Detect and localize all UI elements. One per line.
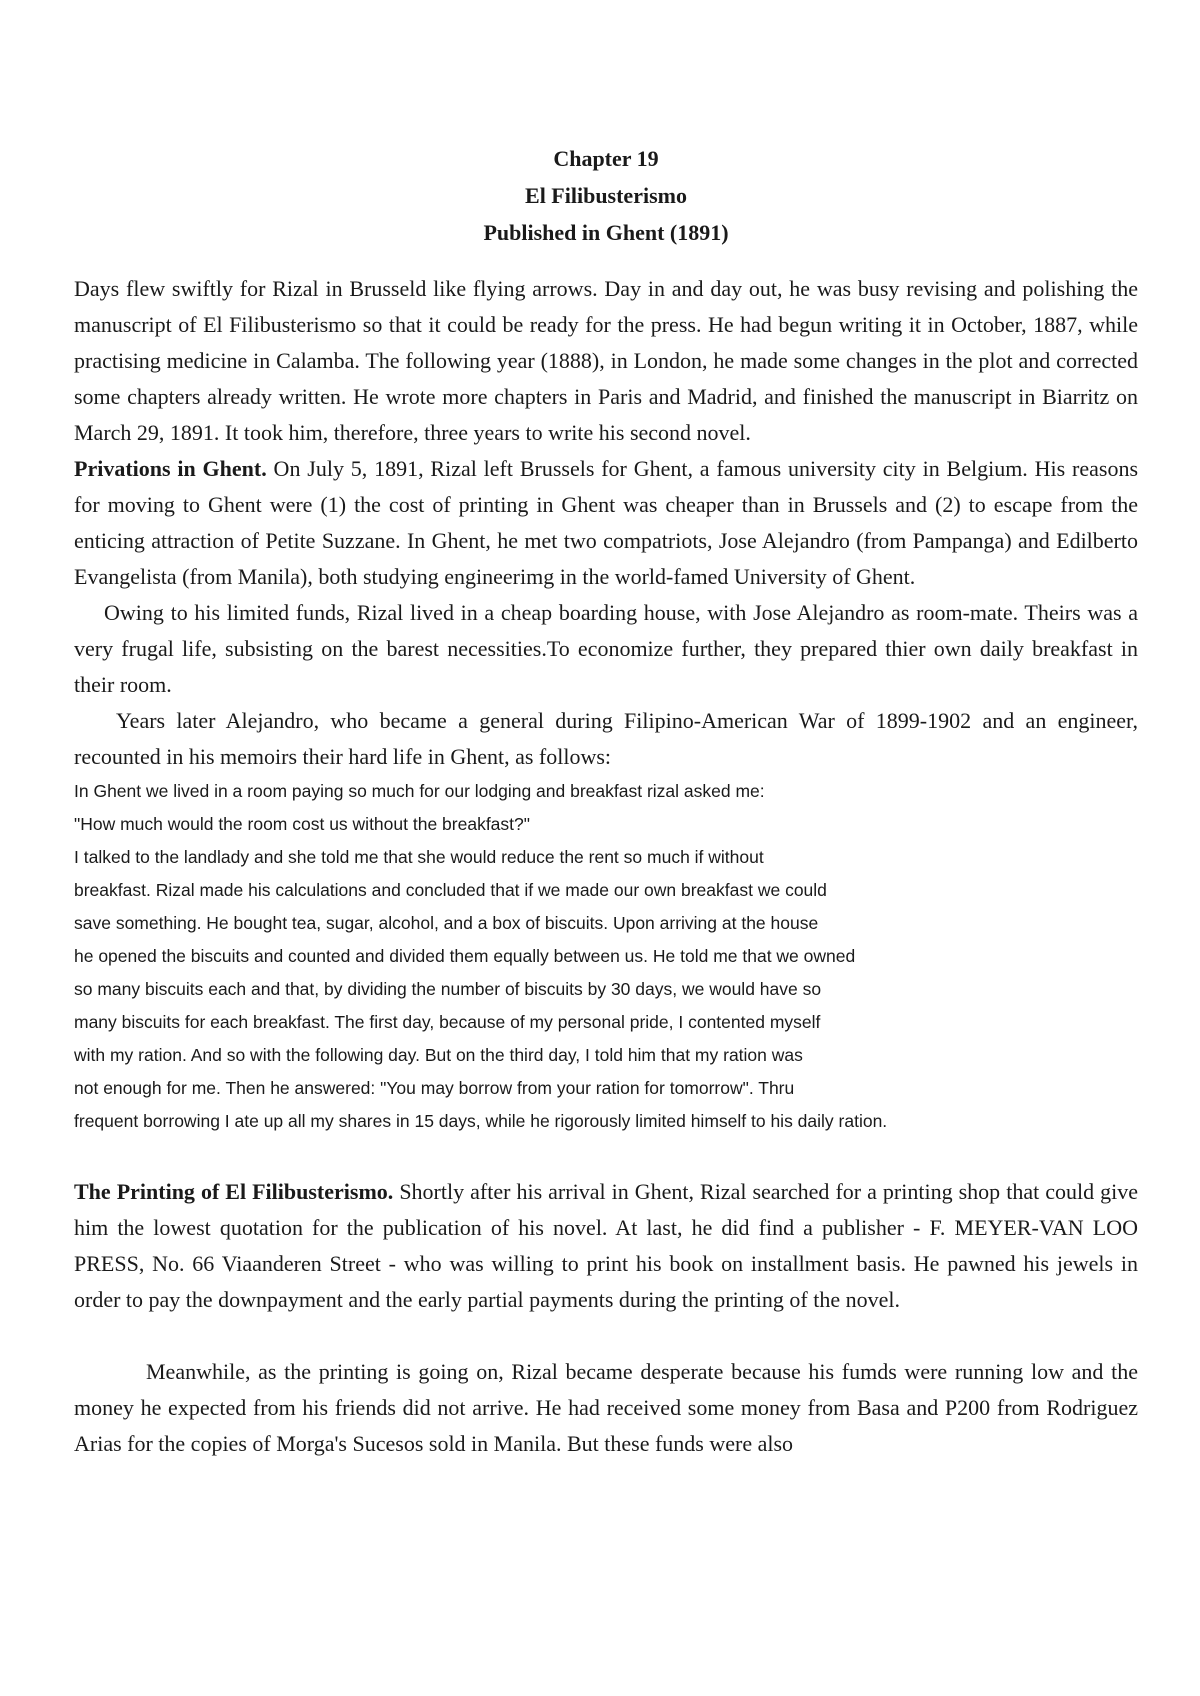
quote-line: breakfast. Rizal made his calculations and concluded that if we made our own breakfast we could [74,880,827,900]
quote-line: with my ration. And so with the following day. But on the third day, I told him that my ration was [74,1045,803,1065]
paragraph-memoirs: Years later Alejandro, who became a general during Filipino-American War of 1899-1902 and an engineer, recounted in his memoirs their hard life in Ghent, as follows: [74,708,1138,769]
quote-line: frequent borrowing I ate up all my shares in 15 days, while he rigorously limited himself to his daily ration. [74,1111,888,1131]
paragraph-printing [74,1174,1138,1318]
chapter-number: Chapter 19 [553,146,659,171]
paragraph-intro: Days flew swiftly for Rizal in Brusseld like flying arrows. Day in and day out, he was busy revising and polishing the manuscript of El Filibusterismo so that it could be ready for the press. He had begun writing it in October, 1887, while practising medicine in Calamba. The following year (1888), in London, he made some changes in the plot and corrected some chapters already written. He wrote more chapters in Paris and Madrid, and finished the manuscript in Biarritz on March 29, 1891. It took him, therefore, three years to write his second novel. [74,276,1138,445]
quote-line: I talked to the landlady and she told me that she would reduce the rent so much if without [74,847,764,867]
quote-line: not enough for me. Then he answered: "You may borrow from your ration for tomorrow". Thru [74,1078,795,1098]
document-page [74,140,1138,1462]
paragraph-frugal-life: Owing to his limited funds, Rizal lived in a cheap boarding house, with Jose Alejandro as room-mate. Theirs was a very frugal life, subsisting on the barest necessities.To economize further, they prepared thier own daily breakfast in their room. [74,600,1138,697]
paragraph-meanwhile: Meanwhile, as the printing is going on, Rizal became desperate because his fumds were running low and the money he expected from his friends did not arrive. He had received some money from Basa and P200 from Rodriguez Arias for the copies of Morga's Sucesos sold in Manila. But these funds were also [74,1359,1138,1456]
paragraph-privations-body: On July 5, 1891, Rizal left Brussels for Ghent, a famous university city in Belgium. His reasons for moving to Ghent were (1) the cost of printing in Ghent was cheaper than in Brussels and (2) to escape from the enticing attraction of Petite Suzzane. In Ghent, he met two compatriots, Jose Alejandro (from Pampanga) and Edilberto Evangelista (from Manila), both studying engineerimg in the world-famed University of Ghent. [74,456,1139,589]
quote-line: so many biscuits each and that, by dividing the number of biscuits by 30 days, we would have so [74,979,822,999]
quote-line: many biscuits for each breakfast. The first day, because of my personal pride, I contented myself [74,1012,821,1032]
paragraph-printing-body: Shortly after his arrival in Ghent, Rizal searched for a printing shop that could give him the lowest quotation for the publication of his novel. At last, he did find a publisher - F. MEYER-VAN LOO PRESS, No. 66 Viaanderen Street - who was willing to print his book on installment basis. He pawned his jewels in order to pay the downpayment and the early partial payments during the printing of the novel. [74,1179,1138,1312]
quote-line: In Ghent we lived in a room paying so much for our lodging and breakfast rizal asked me: [74,781,765,801]
section-lead-privations: Privations in Ghent. [74,456,267,481]
section-lead-printing: The Printing of El Filibusterismo. [74,1179,394,1204]
quote-line: "How much would the room cost us without the breakfast?" [74,814,530,834]
spacer [74,1318,1138,1354]
spacer [74,1138,1138,1174]
chapter-heading [74,140,1138,251]
paragraph-privations [74,451,1138,595]
chapter-subtitle: Published in Ghent (1891) [483,220,729,245]
chapter-title: El Filibusterismo [525,183,687,208]
quote-line: save something. He bought tea, sugar, alcohol, and a box of biscuits. Upon arriving at the house [74,913,819,933]
memoir-quote [74,775,974,1138]
quote-line: he opened the biscuits and counted and divided them equally between us. He told me that we owned [74,946,856,966]
